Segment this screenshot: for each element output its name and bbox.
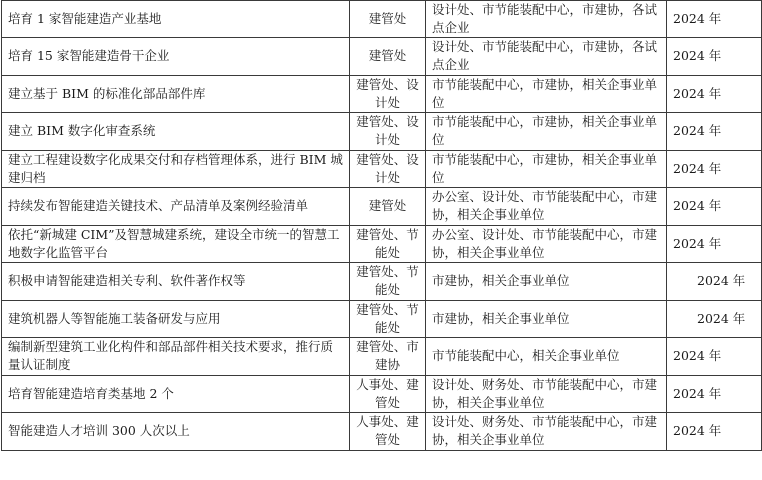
lead-dept-cell: 人事处、建管处	[350, 413, 426, 451]
time-cell: 2024 年	[667, 188, 762, 226]
coop-dept-cell: 设计处、市节能装配中心，市建协，各试点企业	[426, 1, 667, 38]
time-cell: 2024 年	[667, 150, 762, 188]
lead-dept-cell: 建管处、节能处	[350, 300, 426, 338]
task-cell: 建筑机器人等智能施工装备研发与应用	[2, 300, 350, 338]
coop-dept-cell: 办公室、设计处、市节能装配中心，市建协，相关企事业单位	[426, 225, 667, 263]
time-cell: 2024 年	[667, 413, 762, 451]
table-row	[2, 150, 762, 188]
task-cell: 培育智能建造培育类基地 2 个	[2, 375, 350, 413]
task-cell: 积极申请智能建造相关专利、软件著作权等	[2, 263, 350, 301]
table-row	[2, 300, 762, 338]
task-cell: 依托“新城建 CIM”及智慧城建系统，建设全市统一的智慧工地数字化监管平台	[2, 225, 350, 263]
table-row	[2, 413, 762, 451]
task-cell: 建立工程建设数字化成果交付和存档管理体系，进行 BIM 城建归档	[2, 150, 350, 188]
lead-dept-cell: 建管处、市建协	[350, 338, 426, 376]
table-row	[2, 225, 762, 263]
time-cell: 2024 年	[667, 300, 762, 338]
coop-dept-cell: 设计处、市节能装配中心，市建协，各试点企业	[426, 38, 667, 76]
task-cell: 建立基于 BIM 的标准化部品部件库	[2, 75, 350, 113]
task-cell: 培育 15 家智能建造骨干企业	[2, 38, 350, 76]
time-cell: 2024 年	[667, 375, 762, 413]
coop-dept-cell: 市建协，相关企事业单位	[426, 300, 667, 338]
time-cell: 2024 年	[667, 338, 762, 376]
time-cell: 2024 年	[667, 1, 762, 38]
lead-dept-cell: 建管处、设计处	[350, 150, 426, 188]
coop-dept-cell: 市建协，相关企事业单位	[426, 263, 667, 301]
table-row	[2, 338, 762, 376]
table-row	[2, 188, 762, 226]
coop-dept-cell: 设计处、财务处、市节能装配中心，市建协，相关企事业单位	[426, 413, 667, 451]
time-cell: 2024 年	[667, 113, 762, 151]
lead-dept-cell: 建管处	[350, 188, 426, 226]
time-cell: 2024 年	[667, 225, 762, 263]
time-cell: 2024 年	[667, 263, 762, 301]
lead-dept-cell: 建管处、设计处	[350, 75, 426, 113]
lead-dept-cell: 建管处	[350, 38, 426, 76]
time-cell: 2024 年	[667, 75, 762, 113]
coop-dept-cell: 办公室、设计处、市节能装配中心，市建协，相关企事业单位	[426, 188, 667, 226]
lead-dept-cell: 建管处、节能处	[350, 263, 426, 301]
task-cell: 持续发布智能建造关键技术、产品清单及案例经验清单	[2, 188, 350, 226]
task-cell: 编制新型建筑工业化构件和部品部件相关技术要求，推行质量认证制度	[2, 338, 350, 376]
lead-dept-cell: 建管处	[350, 1, 426, 38]
table-row	[2, 38, 762, 76]
lead-dept-cell: 人事处、建管处	[350, 375, 426, 413]
task-table	[1, 0, 762, 451]
coop-dept-cell: 设计处、财务处、市节能装配中心，市建协，相关企事业单位	[426, 375, 667, 413]
table-row	[2, 1, 762, 38]
time-cell: 2024 年	[667, 38, 762, 76]
table-row	[2, 113, 762, 151]
lead-dept-cell: 建管处、节能处	[350, 225, 426, 263]
coop-dept-cell: 市节能装配中心，市建协，相关企事业单位	[426, 75, 667, 113]
table-row	[2, 375, 762, 413]
table-row	[2, 263, 762, 301]
coop-dept-cell: 市节能装配中心，市建协，相关企事业单位	[426, 113, 667, 151]
task-cell: 建立 BIM 数字化审查系统	[2, 113, 350, 151]
coop-dept-cell: 市节能装配中心，市建协，相关企事业单位	[426, 150, 667, 188]
task-cell: 培育 1 家智能建造产业基地	[2, 1, 350, 38]
lead-dept-cell: 建管处、设计处	[350, 113, 426, 151]
table-row	[2, 75, 762, 113]
coop-dept-cell: 市节能装配中心，相关企事业单位	[426, 338, 667, 376]
task-cell: 智能建造人才培训 300 人次以上	[2, 413, 350, 451]
